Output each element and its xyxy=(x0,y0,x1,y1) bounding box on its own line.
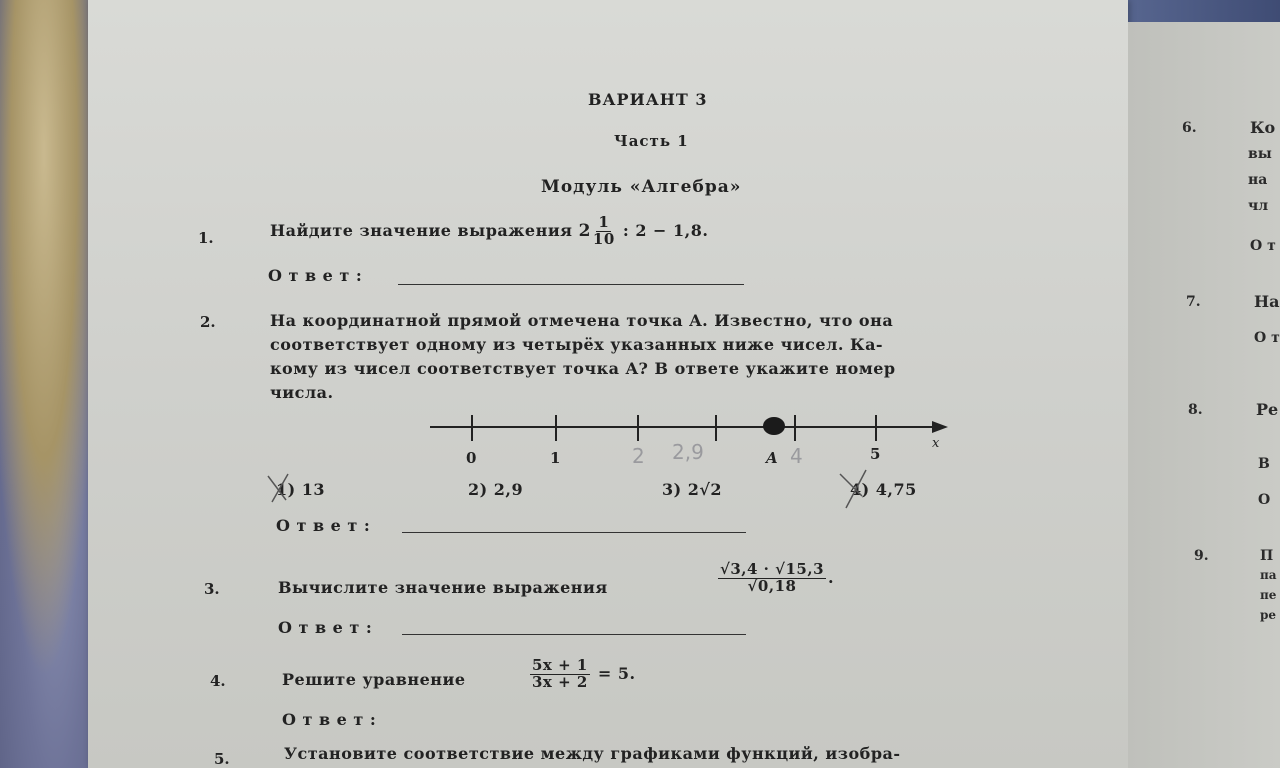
q4-frac xyxy=(530,658,590,691)
q2-line-1: На координатной прямой отмечена точка A. Известно, что она xyxy=(270,311,894,330)
q1-fraction xyxy=(593,215,615,248)
right-frag-2: вы xyxy=(1248,146,1272,162)
right-frag-7: О т xyxy=(1254,330,1280,346)
q1-frac-den: 10 xyxy=(592,229,615,248)
part-title: Часть 1 xyxy=(614,132,689,150)
q4-frac-num: 5x + 1 xyxy=(532,656,588,674)
right-frag-8: Ре xyxy=(1256,400,1279,419)
q4-text: Решите уравнение xyxy=(282,670,466,689)
right-frag-14: ре xyxy=(1260,608,1277,622)
q4-equation xyxy=(528,658,636,691)
q2-number: 2. xyxy=(200,313,216,331)
right-frag-11: П xyxy=(1260,548,1274,564)
right-frag-9: В xyxy=(1258,456,1270,472)
right-q8-number: 8. xyxy=(1188,402,1203,418)
axis-arrow xyxy=(932,421,948,433)
q2-option-3: 3) 2√2 xyxy=(662,480,723,499)
q2-option-2: 2) 2,9 xyxy=(468,480,524,499)
q3-fraction xyxy=(716,562,834,595)
right-q6-number: 6. xyxy=(1182,120,1197,136)
tick-label-5: 5 xyxy=(870,445,881,463)
q2-line-4: числа. xyxy=(270,383,334,402)
q2-line-3: кому из чисел соответствует точка A? В ответе укажите номер xyxy=(270,359,896,378)
worksheet-page xyxy=(88,0,1128,768)
pencil-mark-2: 2 xyxy=(632,444,645,468)
tick-label-0: 0 xyxy=(466,449,477,467)
q5-text: Установите соответствие между графиками функций, изобра- xyxy=(284,744,901,763)
right-frag-6: На xyxy=(1254,292,1280,311)
pencil-mark-4: 4 xyxy=(790,444,803,468)
q3-frac xyxy=(718,562,826,595)
q4-frac-den: 3x + 2 xyxy=(532,672,588,691)
q3-frac-den: √0,18 xyxy=(747,576,797,595)
q1-answer-line[interactable] xyxy=(398,284,744,285)
right-q9-number: 9. xyxy=(1194,548,1209,564)
q3-frac-num: √3,4 · √15,3 xyxy=(720,560,825,578)
variant-title: ВАРИАНТ 3 xyxy=(588,90,708,109)
q1-rest: : 2 − 1,8. xyxy=(622,220,709,240)
cross-out-mark-4 xyxy=(836,466,872,512)
q4-number: 4. xyxy=(210,672,226,690)
q4-answer-label: О т в е т : xyxy=(282,710,377,729)
right-frag-12: па xyxy=(1260,568,1277,582)
q2-answer-label: О т в е т : xyxy=(276,516,371,535)
right-frag-1: Ко xyxy=(1250,118,1276,137)
cross-out-mark-1 xyxy=(264,470,294,506)
module-title: Модуль «Алгебра» xyxy=(541,177,742,197)
point-a-label: A xyxy=(766,449,778,467)
q2-option-4: 4) 4,75 xyxy=(850,480,917,499)
tick-label-1: 1 xyxy=(550,449,561,467)
q1-number: 1. xyxy=(198,229,214,247)
q1-frac-num: 1 xyxy=(598,213,610,231)
q1-text xyxy=(270,215,708,248)
q2-line-2: соответствует одному из четырёх указанных ниже чисел. Ка- xyxy=(270,335,884,354)
q3-number: 3. xyxy=(204,580,220,598)
axis-label-x: x xyxy=(932,436,940,451)
q5-number: 5. xyxy=(214,750,230,768)
q4-rest: = 5. xyxy=(597,663,636,683)
right-frag-3: на xyxy=(1248,172,1268,188)
right-q7-number: 7. xyxy=(1186,294,1201,310)
q2-option-1: 1) 13 xyxy=(276,480,326,499)
right-frag-13: пе xyxy=(1260,588,1277,602)
q1-answer-label: О т в е т : xyxy=(268,266,363,285)
q1-whole: 2 xyxy=(578,220,591,241)
right-frag-10: О xyxy=(1258,492,1271,508)
point-a xyxy=(763,417,785,435)
q2-answer-line[interactable] xyxy=(402,532,746,533)
pencil-mark-29: 2,9 xyxy=(672,440,704,464)
right-frag-5: О т xyxy=(1250,238,1276,254)
q3-text: Вычислите значение выражения xyxy=(278,578,608,597)
q3-answer-label: О т в е т : xyxy=(278,618,373,637)
right-frag-4: чл xyxy=(1248,198,1269,214)
q3-end: . xyxy=(828,567,835,587)
q3-answer-line[interactable] xyxy=(402,634,746,635)
q1-prompt: Найдите значение выражения xyxy=(270,220,573,240)
